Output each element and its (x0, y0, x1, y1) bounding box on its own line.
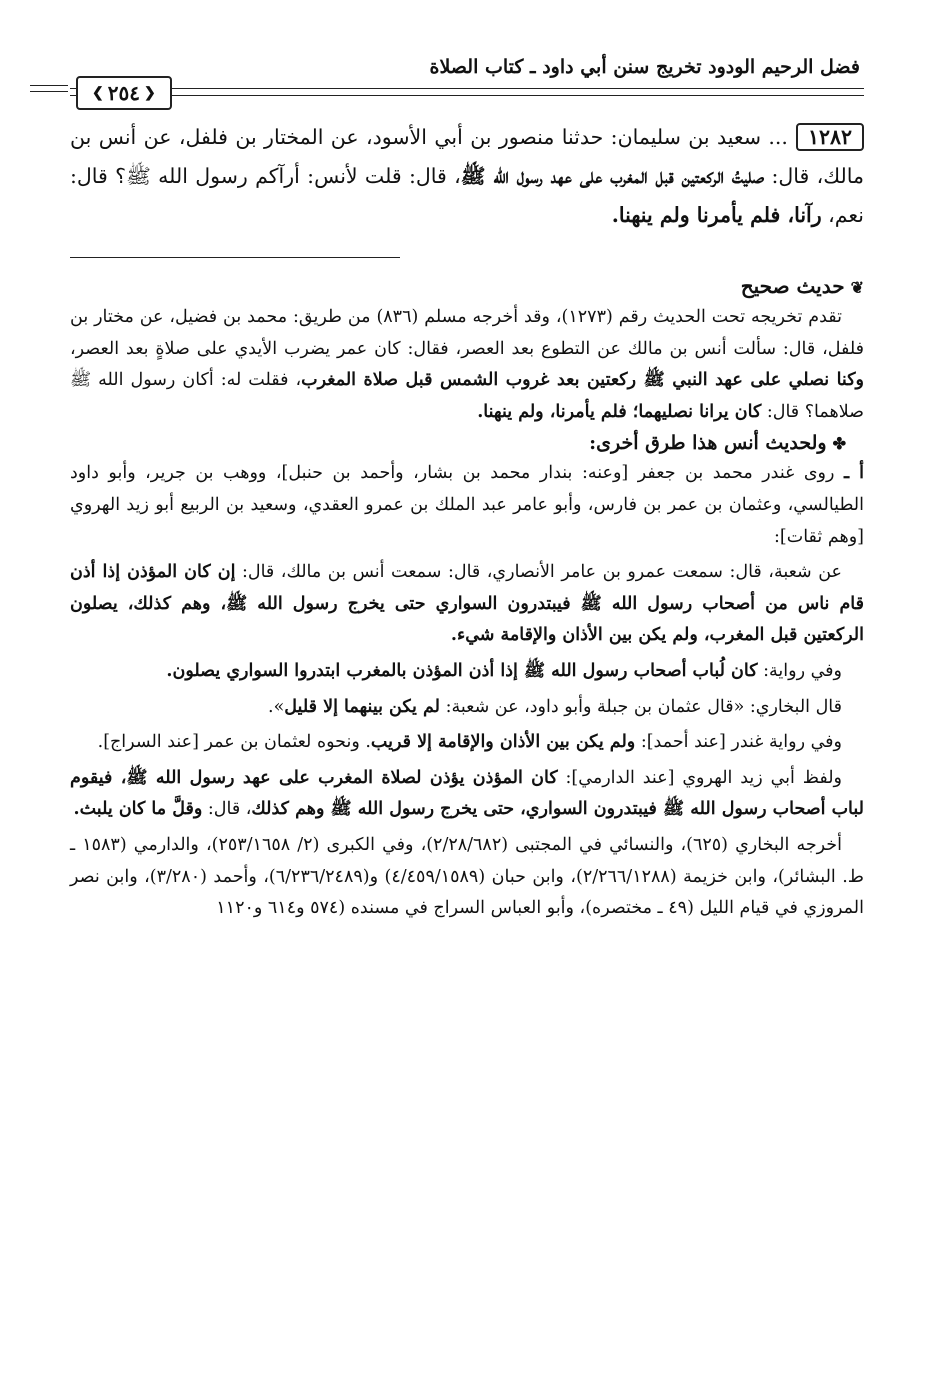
text-run: . ونحوه لعثمان بن عمر [عند السراج]. (97, 732, 371, 753)
text-run: وفي رواية: (757, 660, 842, 681)
paragraph (70, 656, 864, 688)
text-run: ولفظ أبي زيد الهروي [عند الدارمي]: (557, 767, 842, 788)
header-ornament (30, 85, 68, 97)
hadith-chain: ... سعيد بن سليمان: حدثنا منصور بن أبي الأسود، عن المختار بن فلفل، عن أنس بن مالك، قال: (70, 125, 864, 188)
bold-run: وقلَّ ما كان يلبث. (73, 799, 203, 820)
separator-rule (70, 257, 400, 258)
paragraph (70, 692, 864, 724)
list-letter: أ ـ (843, 463, 864, 484)
paragraph (70, 302, 864, 428)
hadith-text (70, 118, 864, 235)
text-run: وفي رواية غندر [عند أحمد]: (635, 732, 842, 753)
page-number-badge (76, 76, 172, 110)
header-rule (70, 88, 864, 89)
hadith-number: ١٢٨٢ (796, 123, 864, 151)
hadith-matn: رآنا، فلم يأمرنا ولم ينهنا. (611, 203, 822, 227)
bold-run: وكنا نصلي على عهد النبي ﷺ ركعتين بعد غروب الشمس قبل صلاة المغرب (301, 370, 864, 391)
page-number: ❮ ٢٥٤ (107, 81, 140, 105)
paragraph (70, 763, 864, 826)
text-run: ، قال: (202, 799, 252, 820)
bold-run: كان المؤذن يؤذن لصلاة المغرب على عهد رسول الله ﷺ، فيقوم لباب أصحاب رسول الله ﷺ فيبتدرون السواري، حتى يخرج رسول الله ﷺ وهم كذلك (70, 767, 864, 820)
section-title: حديث صحيح (740, 274, 845, 298)
hadith-matn: صليتُ الركعتين قبل المغرب على عهد رسول الله ﷺ (460, 164, 765, 188)
paragraph (70, 830, 864, 925)
text-run: روى غندر محمد بن جعفر [وعنه: بندار محمد بن بشار، وأحمد بن حنبل]، ووهب بن جرير، وأبو داود الطيالسي، وعثمان بن عمر بن فارس، وأبو عامر عبد الملك بن عمرو العقدي، وسعيد بن الربيع أبو زيد الهروي [وهم ثقات]: (70, 463, 864, 547)
bold-run: كان لُباب أصحاب رسول الله ﷺ إذا أذن المؤذن بالمغرب ابتدروا السواري يصلون. (166, 660, 758, 681)
ornament-icon: ✤ (832, 434, 846, 454)
paragraph (70, 727, 864, 759)
subsection-title: ولحديث أنس هذا طرق أخرى: (589, 432, 827, 455)
text-run: قال البخاري: «قال عثمان بن جبلة وأبو داود، عن شعبة: (440, 696, 842, 717)
bold-run: إن كان المؤذن إذا أذن قام ناس من أصحاب رسول الله ﷺ فيبتدرون السواري حتى يخرج رسول الله ﷺ، وهم كذلك، يصلون الركعتين قبل المغرب، ولم يكن بين الأذان والإقامة شيء. (70, 562, 864, 646)
hadith-text-part: ، قال: قلت لأنس: أرآكم رسول الله ﷺ؟ قال: نعم، (70, 164, 864, 227)
subsection-heading (70, 432, 846, 454)
bold-run: ولم يكن بين الأذان والإقامة إلا قريب (370, 732, 636, 753)
text-run: ». (268, 696, 285, 717)
text-run: عن شعبة، قال: سمعت عمرو بن عامر الأنصاري، قال: سمعت أنس بن مالك، قال: (235, 562, 842, 583)
page-header (70, 40, 864, 110)
ornament-icon: ❦ (850, 278, 864, 297)
header-rule (70, 95, 864, 96)
paragraph (70, 557, 864, 652)
text-run: ، فقلت له: أكان رسول الله ﷺ صلاهما؟ قال: (70, 370, 864, 422)
section-heading (70, 274, 864, 298)
running-title: فضل الرحيم الودود تخريج سنن أبي داود ـ كتاب الصلاة (429, 56, 860, 78)
text-run: أخرجه البخاري (٦٢٥)، والنسائي في المجتبى (٢/٢٨/٦٨٢)، وفي الكبرى (٢/ ٢٥٣/١٦٥٨)، والدارمي (١٥٨٣ ـ ط. البشائر)، وابن خزيمة (٢/٢٦٦/١٢٨٨)، وابن حبان (٤/٤٥٩/١٥٨٩) و(٦/٢٣٦/٢٤٨٩)، وأحمد (٣/٢٨٠)، وابن نصر المروزي في قيام الليل (٤٩ ـ مختصره)، وأبو العباس السراج في مسنده (٥٧٤ و٦١٤ و١١٢٠ (70, 834, 864, 919)
bold-run: كان يرانا نصليهما؛ فلم يأمرنا، ولم ينهنا. (477, 401, 762, 422)
bold-run: لم يكن بينهما إلا قليل (284, 696, 440, 717)
paragraph (70, 458, 864, 553)
text-run: تقدم تخريجه تحت الحديث رقم (١٢٧٣)، وقد أخرجه مسلم (٨٣٦) من طريق: محمد بن فضيل، عن مختار بن فلفل، قال: سألت أنس بن مالك عن التطوع بعد العصر، فقال: كان عمر يضرب الأيدي على صلاةٍ بعد العصر، (70, 307, 864, 359)
